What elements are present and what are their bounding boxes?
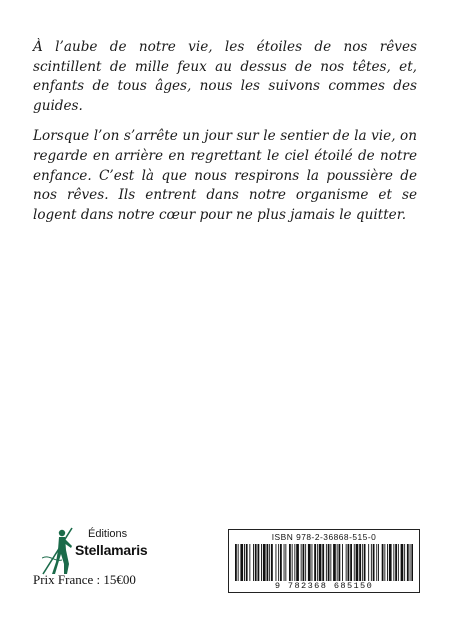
- barcode-bar: [401, 544, 404, 582]
- barcode-bar: [371, 544, 372, 582]
- barcode-bar: [389, 544, 392, 582]
- barcode-bar: [330, 544, 331, 582]
- barcode-bar: [296, 544, 299, 582]
- barcode-bar: [339, 544, 341, 582]
- barcode-bar: [404, 544, 405, 582]
- barcode-bar: [244, 544, 245, 582]
- barcode-bar: [364, 544, 366, 582]
- price-label: Prix France : 15€00: [33, 572, 136, 587]
- barcode-bar: [362, 544, 363, 582]
- barcode-bar: [235, 544, 237, 582]
- barcode-bar: [410, 544, 411, 582]
- publisher-logo: [30, 520, 160, 580]
- barcode-bar: [255, 544, 257, 582]
- barcode-bar: [319, 544, 322, 582]
- isbn-label: ISBN 978-2-36868-515-0: [271, 532, 377, 542]
- barcode-bar: [289, 544, 291, 582]
- barcode-bar: [376, 544, 377, 582]
- barcode-bar: [346, 544, 347, 582]
- barcode-bar: [284, 544, 285, 582]
- barcode-bar: [249, 544, 250, 582]
- barcode-bar: [407, 544, 409, 582]
- barcode-bar: [378, 544, 379, 582]
- barcode-bar: [373, 544, 375, 582]
- barcode-bar: [294, 544, 295, 582]
- barcode-bar: [312, 544, 313, 582]
- barcode-bar: [337, 544, 338, 582]
- barcode-bar: [322, 544, 324, 582]
- blurb-text: [33, 38, 417, 236]
- blurb-paragraph-1: À l’aube de notre vie, les étoiles de nos rêves scintillent de mille feux au dessus de nos têtes, et, enfants de tous âges, nous les suivons commes des guides.: [33, 39, 417, 114]
- barcode-bar: [238, 544, 239, 582]
- barcode-bar: [278, 544, 279, 582]
- barcode-bar: [263, 544, 266, 582]
- barcode-bar: [333, 544, 336, 582]
- barcode-bar: [269, 544, 270, 582]
- figure-with-staff-icon: [42, 524, 76, 576]
- barcode-bar: [305, 544, 306, 582]
- blurb-paragraph-2: Lorsque l’on s’arrête un jour sur le sentier de la vie, on regarde en arrière en regrettant le ciel étoilé de notre enfance. C’est là que nous respirons la poussière de nos rêves. Ils entrent dans notre organisme et se logent dans notre cœur pour ne plus jamais le quitter.: [33, 128, 417, 223]
- barcode-bar: [292, 544, 293, 582]
- publisher-name: Stellamaris: [75, 542, 148, 558]
- isbn-barcode: [228, 529, 420, 593]
- barcode-bar: [382, 544, 384, 582]
- barcode-bar: [240, 544, 243, 582]
- barcode-bar: [359, 544, 361, 582]
- barcode-bar: [267, 544, 269, 582]
- barcode-bar: [301, 544, 302, 582]
- barcode-bar: [258, 544, 260, 582]
- barcode-bar: [395, 544, 397, 582]
- barcode-bar: [326, 544, 327, 582]
- barcode-bar: [384, 544, 385, 582]
- barcode-bar: [280, 544, 282, 582]
- barcode-bar: [342, 544, 343, 582]
- barcode-bar: [303, 544, 305, 582]
- barcode-bar: [354, 544, 355, 582]
- barcode-bar: [411, 544, 413, 582]
- barcode-bar: [350, 544, 352, 582]
- barcode-bars: [235, 544, 413, 582]
- barcode-bar: [317, 544, 318, 582]
- barcode-bar: [387, 544, 388, 582]
- barcode-bar: [398, 544, 399, 582]
- barcode-digits: 9 782368 685150: [231, 581, 417, 591]
- publisher-editions-label: Éditions: [88, 528, 128, 540]
- barcode-bar: [261, 544, 262, 582]
- barcode-bar: [368, 544, 369, 582]
- barcode-bar: [314, 544, 316, 582]
- barcode-bar: [393, 544, 394, 582]
- barcode-bar: [308, 544, 311, 582]
- barcode-bar: [271, 544, 273, 582]
- barcode-bar: [276, 544, 277, 582]
- barcode-bar: [246, 544, 248, 582]
- barcode-bar: [348, 544, 350, 582]
- barcode-bar: [285, 544, 286, 582]
- barcode-bar: [253, 544, 254, 582]
- barcode-bar: [356, 544, 359, 582]
- barcode-bar: [328, 544, 330, 582]
